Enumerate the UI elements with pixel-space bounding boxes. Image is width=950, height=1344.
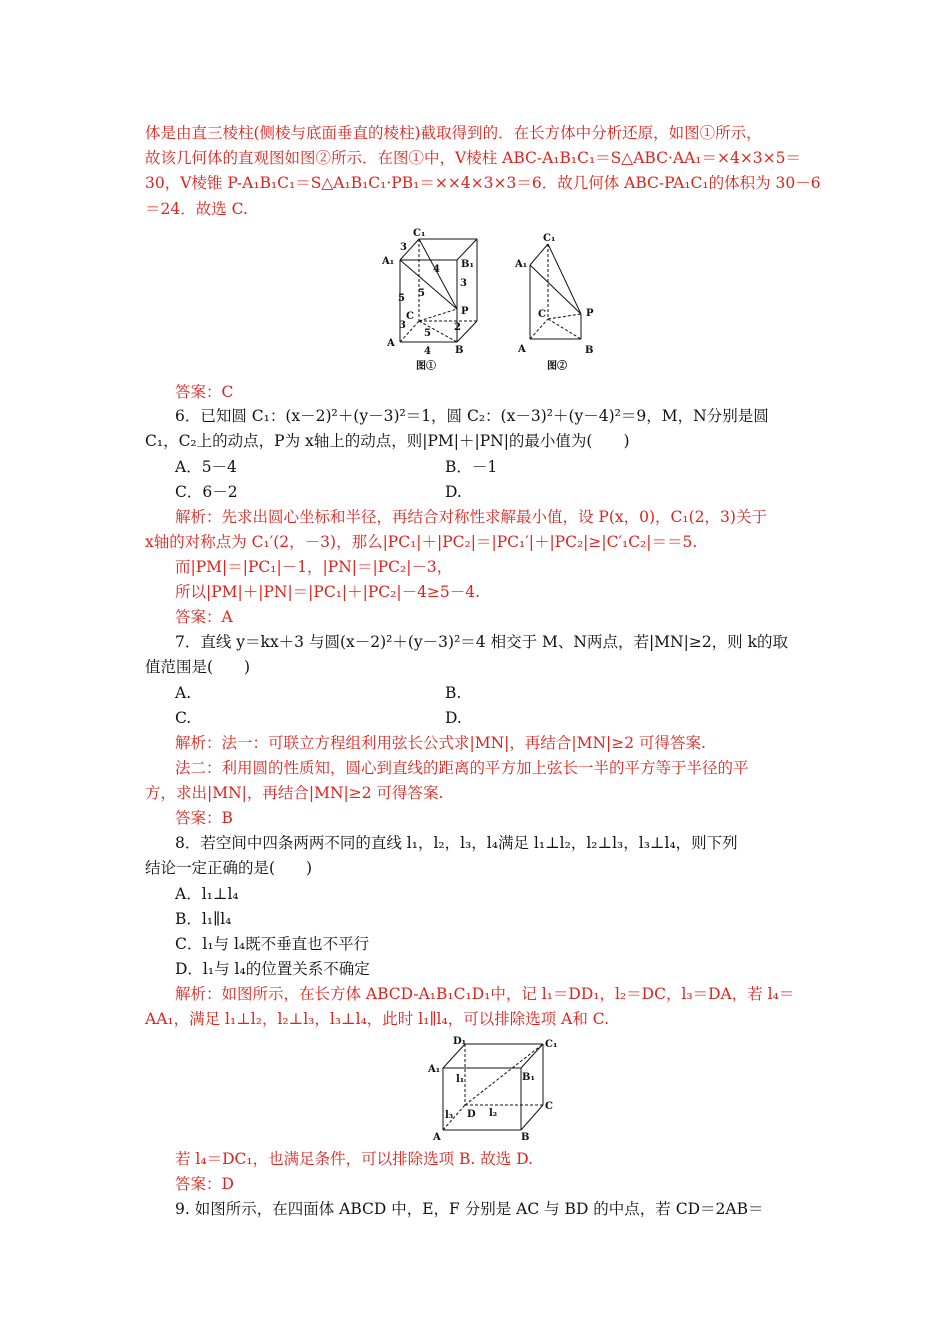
fig3-label-B: B (521, 1132, 530, 1143)
fig1-label-P: P (461, 306, 469, 317)
question8-line2: 结论一定正确的是( ) (145, 859, 313, 877)
fig3-label-D1: D₁ (453, 1036, 467, 1047)
fig1-num-2: 4 (433, 264, 440, 275)
question8-line1: 8．若空间中四条两两不同的直线 l₁，l₂，l₃，l₄满足 l₁⊥l₂，l₂⊥l₃，l₃⊥l₄，则下列 (175, 834, 738, 852)
fig3-label-l2: l₂ (489, 1108, 498, 1119)
fig1-label-B1: B₁ (461, 259, 474, 270)
fig3-label-D: D (467, 1109, 476, 1120)
solution5-line1: 体是由直三棱柱(侧棱与底面垂直的棱柱)截取得到的．在长方体中分析还原，如图①所示， (145, 124, 762, 142)
solution5-line3: 30，V棱锥 P-A₁B₁C₁＝S△A₁B₁C₁·PB₁＝××4×3×3＝6．故几何体 ABC-PA₁C₁的体积为 30－6 (145, 174, 821, 192)
fig1-num-4: 5 (418, 288, 425, 299)
answer-6: 答案：A (175, 608, 233, 626)
question6-option-d: D. (445, 483, 462, 501)
fig1-num-7: 5 (424, 328, 431, 339)
fig2-label-P: P (586, 308, 594, 319)
fig1-label-B: B (455, 345, 464, 356)
solution8-line3: 若 l₄＝DC₁，也满足条件，可以排除选项 B. 故选 D. (175, 1150, 533, 1168)
solution5-line4: ＝24．故选 C. (145, 200, 248, 218)
question7-line2: 值范围是( ) (145, 658, 251, 676)
solution6-line1: 解析：先求出圆心坐标和半径，再结合对称性求解最小值，设 P(x，0)，C₁(2，3)关于 (175, 508, 767, 526)
figure-1-prism (378, 222, 498, 372)
solution8-line1: 解析：如图所示，在长方体 ABCD-A₁B₁C₁D₁中，记 l₁＝DD₁，l₂＝DC，l₃＝DA，若 l₄＝ (175, 985, 795, 1003)
fig2-label-C: C (538, 309, 546, 320)
question9-line1: 9. 如图所示，在四面体 ABCD 中，E，F 分别是 AC 与 BD 的中点，若 CD＝2AB＝ (175, 1200, 764, 1218)
question8-option-c: C．l₁与 l₄既不垂直也不平行 (175, 935, 370, 953)
answer-8: 答案：D (175, 1175, 234, 1193)
question7-option-c: C. (175, 709, 192, 727)
solution5-line2: 故该几何体的直观图如图②所示．在图①中，V棱柱 ABC-A₁B₁C₁＝S△ABC·AA₁＝×4×3×5＝ (145, 149, 802, 167)
question7-option-d: D. (445, 709, 462, 727)
fig1-num-8: 2 (454, 322, 461, 333)
fig2-label-A: A (518, 344, 526, 355)
solution6-line2: x轴的对称点为 C₁′(2，－3)，那么|PC₁|＋|PC₂|＝|PC₁′|＋|PC₂|≥|C′₁C₂|＝＝5. (145, 533, 698, 551)
figure-2-solid (510, 222, 605, 372)
question8-option-d: D．l₁与 l₄的位置关系不确定 (175, 960, 370, 978)
fig1-label-C: C (406, 311, 414, 322)
answer-7: 答案：B (175, 809, 233, 827)
solution8-line2: AA₁，满足 l₁⊥l₂，l₂⊥l₃，l₃⊥l₄，此时 l₁∥l₄，可以排除选项 A和 C. (145, 1010, 609, 1028)
question6-line2: C₁，C₂上的动点，P为 x轴上的动点，则|PM|＋|PN|的最小值为( ) (145, 432, 630, 450)
question6-option-c: C．6－2 (175, 483, 238, 501)
fig3-label-A: A (433, 1132, 441, 1143)
fig2-label-A1: A₁ (515, 259, 528, 270)
fig3-label-l1: l₁ (456, 1074, 465, 1085)
fig2-caption: 图② (547, 361, 567, 372)
fig1-num-3: 5 (398, 293, 405, 304)
fig1-label-A: A (387, 338, 395, 349)
fig1-num-6: 3 (399, 320, 406, 331)
fig1-num-5: 3 (460, 278, 467, 289)
fig2-label-B: B (585, 345, 594, 356)
question7-option-a: A. (175, 684, 192, 702)
solution7-line2: 法二：利用圆的性质知，圆心到直线的距离的平方加上弦长一半的平方等于半径的平 (175, 759, 749, 777)
fig3-label-l3: l₃ (445, 1110, 454, 1121)
fig1-caption: 图① (416, 361, 436, 372)
question7-option-b: B. (445, 684, 462, 702)
solution7-line1: 解析：法一：可联立方程组利用弦长公式求|MN|，再结合|MN|≥2 可得答案. (175, 734, 706, 752)
solution6-line3: 而|PM|＝|PC₁|－1，|PN|＝|PC₂|－3， (175, 558, 453, 576)
fig3-label-C: C (545, 1101, 553, 1112)
question6-option-b: B．－1 (445, 458, 498, 476)
fig1-num-9: 4 (424, 346, 431, 357)
question6-line1: 6．已知圆 C₁：(x－2)²＋(y－3)²＝1，圆 C₂：(x－3)²＋(y－4)²＝9，M，N分别是圆 (175, 407, 769, 425)
fig2-label-C1: C₁ (543, 233, 556, 244)
question7-line1: 7．直线 y＝kx＋3 与圆(x－2)²＋(y－3)²＝4 相交于 M、N两点，若|MN|≥2，则 k的取 (175, 633, 789, 651)
question6-option-a: A．5－4 (175, 458, 237, 476)
fig1-label-A1: A₁ (382, 256, 395, 267)
fig1-num-1: 3 (400, 242, 407, 253)
solution7-line3: 方，求出|MN|，再结合|MN|≥2 可得答案. (145, 784, 444, 802)
fig3-label-C1: C₁ (545, 1039, 558, 1050)
question8-option-b: B．l₁∥l₄ (175, 910, 232, 928)
figure-3-cuboid (425, 1032, 565, 1144)
question8-option-a: A．l₁⊥l₄ (175, 885, 239, 903)
fig3-label-A1: A₁ (428, 1064, 441, 1075)
fig1-label-C1: C₁ (413, 228, 426, 239)
fig3-label-B1: B₁ (522, 1072, 535, 1083)
answer-5: 答案：C (175, 383, 234, 401)
solution6-line4: 所以|PM|＋|PN|＝|PC₁|＋|PC₂|－4≥5－4. (175, 583, 481, 601)
